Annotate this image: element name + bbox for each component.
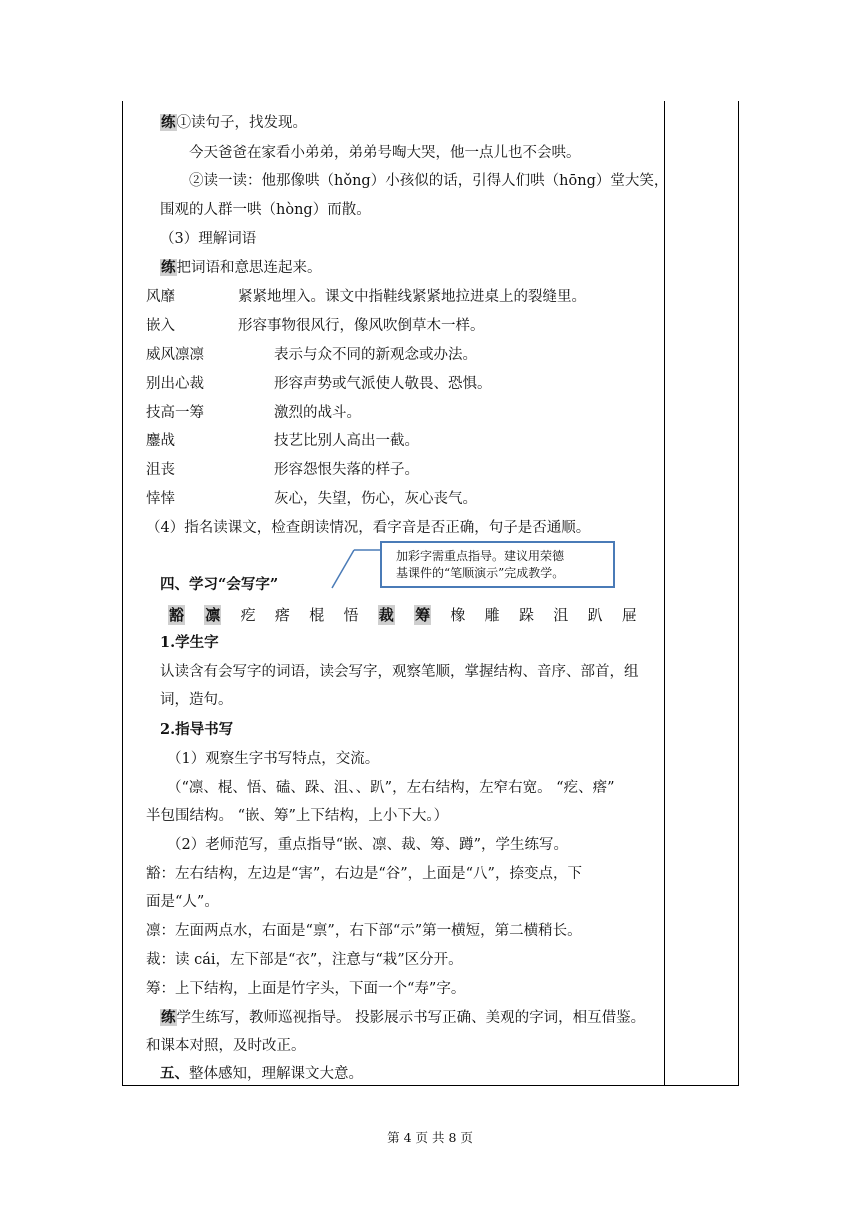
char-item: 疙 xyxy=(240,606,256,624)
page-footer: 第 4 页 共 8 页 xyxy=(387,1130,473,1145)
guide-step-1-detail: （“凛、棍、悟、磕、跺、沮、、趴”，左右结构，左窄右宽。 “疙、瘩” xyxy=(167,780,615,796)
guide-heading: 2.指导书写 xyxy=(160,721,234,738)
char-item: 雕 xyxy=(484,606,500,624)
word-item: 别出心裁 xyxy=(146,376,204,392)
meaning-item: 形容怨恨失落的样子。 xyxy=(274,462,419,478)
meaning-item: 形容声势或气派使人敬畏、恐惧。 xyxy=(274,376,492,392)
practice-marker: 练 xyxy=(161,1009,176,1026)
section-3-heading: （3）理解词语 xyxy=(160,231,257,247)
table-left-border xyxy=(122,101,123,1085)
meaning-item: 灰心，失望，伤心，灰心丧气。 xyxy=(274,491,477,507)
char-highlight: 豁 xyxy=(169,606,185,624)
practice-marker: 练 xyxy=(161,114,176,131)
word-item: 嵌入 xyxy=(146,318,175,334)
example-sentence-2: ②读一读：他那像哄（hǒng）小孩似的话，引得人们哄（hōng）堂大笑， xyxy=(189,173,669,189)
word-item: 技高一筹 xyxy=(146,405,204,421)
section-4-text: （4）指名读课文，检查朗读情况，看字音是否正确，句子是否通顺。 xyxy=(146,520,591,536)
char-item: 棍 xyxy=(309,606,325,624)
callout-pointer xyxy=(330,548,382,590)
guide-step-2: （2）老师范写，重点指导“嵌、凛、裁、筹、蹲”，学生练写。 xyxy=(167,837,569,853)
table-bottom-border xyxy=(122,1085,739,1086)
char-item: 趴 xyxy=(587,606,603,624)
char-item: 屉 xyxy=(621,606,637,624)
char-note-huo-cont: 面是“人”。 xyxy=(146,894,219,910)
char-note-huo: 豁：左右结构，左边是“害”，右边是“谷”，上面是“八”，捺变点，下 xyxy=(146,866,582,882)
section-3-instruction: 练把词语和意思连起来。 xyxy=(161,259,322,276)
learn-text-1: 认读含有会写字的词语，读会写字，观察笔顺，掌握结构、音序、部首，组 xyxy=(160,664,639,680)
table-right-border xyxy=(738,101,739,1085)
practice-text-cont: 和课本对照，及时改正。 xyxy=(146,1038,306,1054)
exercise-1-title: 练①读句子，找发现。 xyxy=(161,114,307,131)
meaning-item: 表示与众不同的新观念或办法。 xyxy=(274,347,477,363)
meaning-item: 紧紧地埋入。课文中指鞋线紧紧地拉进桌上的裂缝里。 xyxy=(238,289,586,305)
char-note-chou: 筹：上下结构，上面是竹字头，下面一个“寿”字。 xyxy=(146,981,466,997)
learn-text-2: 词，造句。 xyxy=(160,692,233,708)
example-sentence-1: 今天爸爸在家看小弟弟，弟弟号啕大哭，他一点儿也不会哄。 xyxy=(189,145,581,161)
char-highlight: 裁 xyxy=(378,606,394,624)
meaning-item: 激烈的战斗。 xyxy=(274,405,361,421)
guide-step-1-detail-cont: 半包围结构。 “嵌、筹”上下结构，上小下大。） xyxy=(146,808,449,824)
callout-line-1: 加彩字需重点指导。建议用荣德 xyxy=(396,549,565,563)
char-item: 沮 xyxy=(553,606,569,624)
char-item: 瘩 xyxy=(274,606,290,624)
word-item: 沮丧 xyxy=(146,462,175,478)
char-item: 跺 xyxy=(518,606,534,624)
char-highlight: 筹 xyxy=(415,606,431,624)
guide-step-1: （1）观察生字书写特点，交流。 xyxy=(167,751,380,767)
char-highlight: 凛 xyxy=(205,606,221,624)
word-item: 威风凛凛 xyxy=(146,347,204,363)
part-4-heading: 四、学习“会写字” xyxy=(160,576,279,593)
practice-marker: 练 xyxy=(161,259,176,276)
word-item: 鏖战 xyxy=(146,433,175,449)
char-note-lin: 凛：左面两点水，右面是“禀”，右下部“示”第一横短，第二横稍长。 xyxy=(146,923,582,939)
meaning-item: 形容事物很风行，像风吹倒草木一样。 xyxy=(238,318,485,334)
callout-line-2: 基课件的“笔顺演示”完成教学。 xyxy=(396,566,565,580)
teaching-tip-callout xyxy=(380,541,615,588)
learn-heading: 1.学生字 xyxy=(160,634,219,651)
word-item: 悻悻 xyxy=(146,491,175,507)
char-item: 悟 xyxy=(343,606,359,624)
meaning-item: 技艺比别人高出一截。 xyxy=(274,433,419,449)
table-middle-border xyxy=(664,101,665,1085)
practice-text: 练学生练写，教师巡视指导。 投影展示书写正确、美观的字词，相互借鉴。 xyxy=(161,1009,646,1026)
char-note-cai: 裁：读 cái，左下部是“衣”，注意与“栽”区分开。 xyxy=(146,952,463,968)
writing-characters-row xyxy=(168,605,651,625)
part-5-heading: 五、整体感知，理解课文大意。 xyxy=(160,1065,363,1082)
word-item: 风靡 xyxy=(146,289,175,305)
example-sentence-2-cont: 围观的人群一哄（hòng）而散。 xyxy=(160,202,371,218)
char-item: 橡 xyxy=(450,606,466,624)
